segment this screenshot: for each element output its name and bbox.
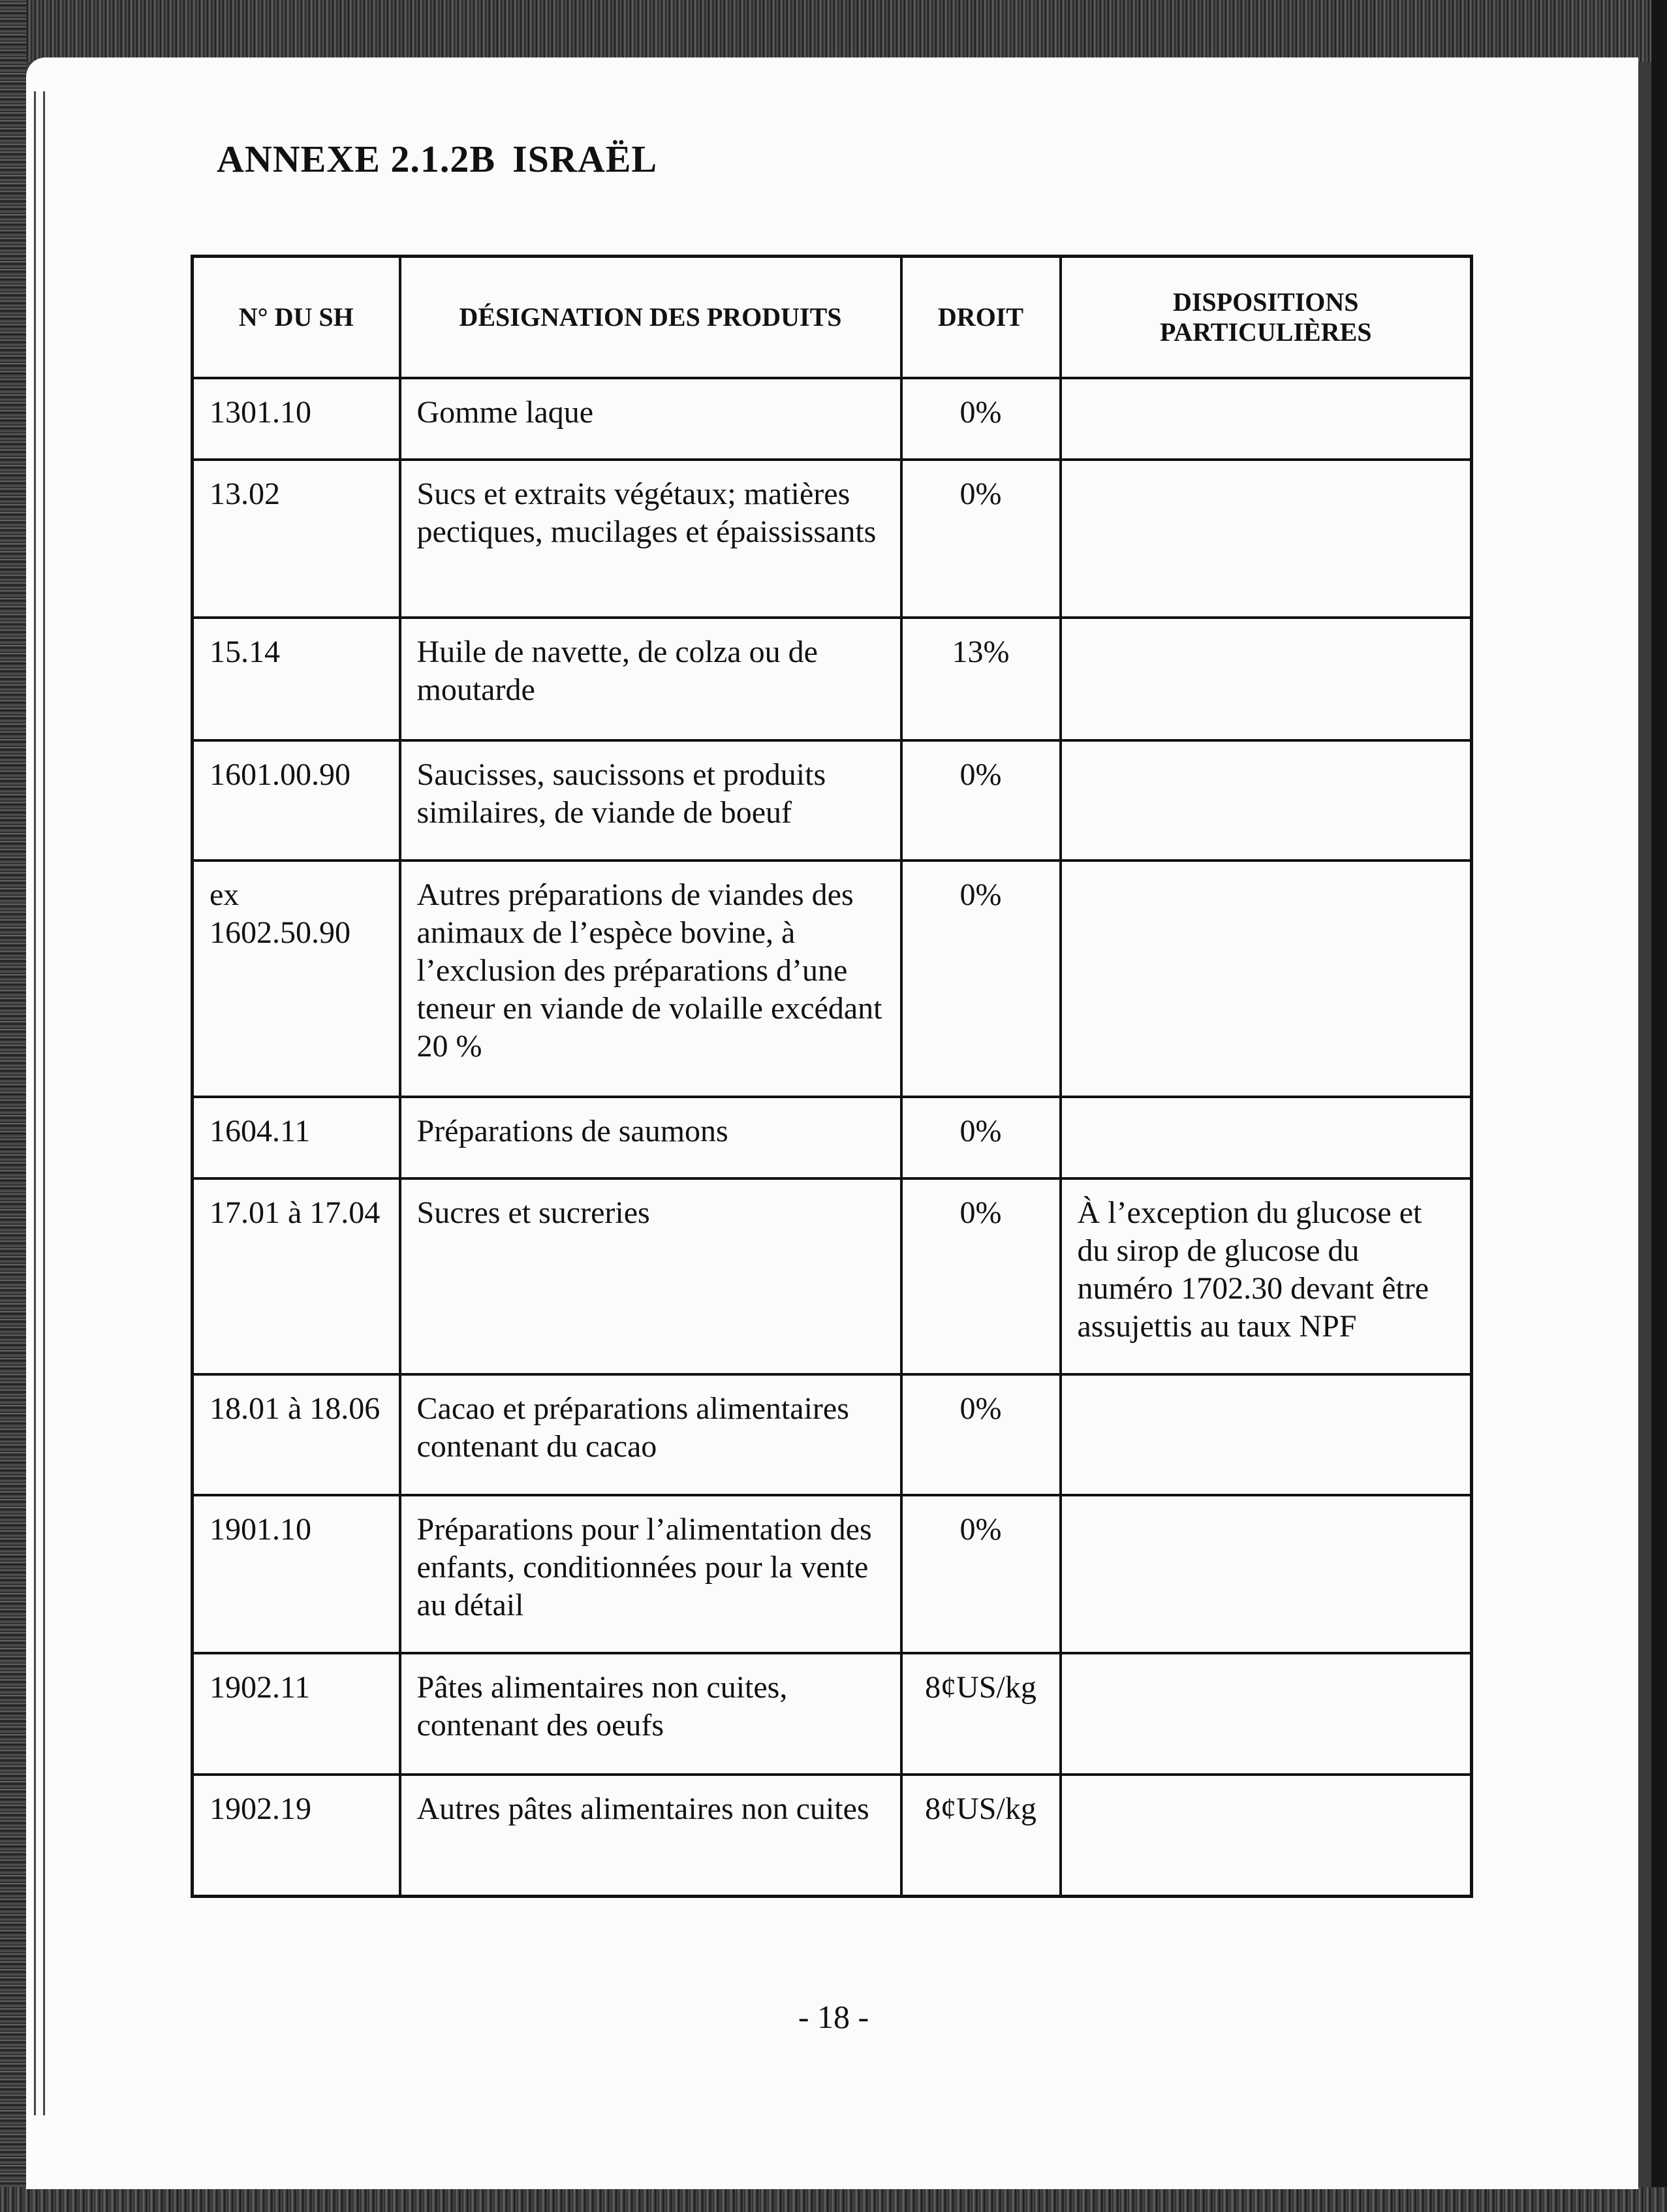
- cell-droit: 0%: [901, 378, 1061, 460]
- cell-designation: Autres pâtes alimentaires non cuites: [400, 1775, 901, 1896]
- cell-droit: 13%: [901, 618, 1061, 740]
- scan-border-top: [0, 0, 1667, 62]
- table-row: [193, 1178, 1472, 1374]
- header-code: N° DU SH: [193, 257, 400, 379]
- cell-dispositions: [1061, 1653, 1472, 1775]
- page-edge-line: [34, 91, 36, 2115]
- table-row: [193, 1775, 1472, 1896]
- cell-dispositions: [1061, 740, 1472, 861]
- table-row: [193, 861, 1472, 1097]
- cell-dispositions: [1061, 378, 1472, 460]
- cell-code: 15.14: [193, 618, 400, 740]
- cell-code: ex 1602.50.90: [193, 861, 400, 1097]
- header-dispositions: DISPOSITIONS PARTICULIÈRES: [1061, 257, 1472, 379]
- annex-label: ANNEXE 2.1.2B: [217, 138, 496, 180]
- cell-code: 1902.19: [193, 1775, 400, 1896]
- cell-designation: Pâtes alimentaires non cuites, contenant des oeufs: [400, 1653, 901, 1775]
- cell-dispositions: À l’exception du glucose et du sirop de glucose du numéro 1702.30 devant être assujettis au taux NPF: [1061, 1178, 1472, 1374]
- cell-droit: 0%: [901, 460, 1061, 618]
- cell-droit: 0%: [901, 1495, 1061, 1653]
- cell-code: 13.02: [193, 460, 400, 618]
- cell-code: 18.01 à 18.06: [193, 1374, 400, 1495]
- cell-code: 1301.10: [193, 378, 400, 460]
- cell-designation: Autres préparations de viandes des animaux de l’espèce bovine, à l’exclusion des préparations d’une teneur en viande de volaille excédant 20 %: [400, 861, 901, 1097]
- cell-code: 1902.11: [193, 1653, 400, 1775]
- cell-code: 1604.11: [193, 1097, 400, 1178]
- cell-designation: Sucres et sucreries: [400, 1178, 901, 1374]
- table-row: [193, 618, 1472, 740]
- cell-droit: 0%: [901, 1374, 1061, 1495]
- cell-droit: 0%: [901, 740, 1061, 861]
- table-row: [193, 460, 1472, 618]
- cell-droit: 8¢US/kg: [901, 1653, 1061, 1775]
- cell-dispositions: [1061, 861, 1472, 1097]
- table-row: [193, 740, 1472, 861]
- scan-border-left: [0, 0, 26, 2212]
- table-row: [193, 1097, 1472, 1178]
- cell-dispositions: [1061, 1495, 1472, 1653]
- scan-border-bottom: [0, 2187, 1667, 2212]
- cell-droit: 0%: [901, 1178, 1061, 1374]
- cell-designation: Cacao et préparations alimentaires contenant du cacao: [400, 1374, 901, 1495]
- page-edge-line: [43, 91, 45, 2115]
- cell-droit: 0%: [901, 861, 1061, 1097]
- cell-code: 1601.00.90: [193, 740, 400, 861]
- header-droit: DROIT: [901, 257, 1061, 379]
- table-row: [193, 1374, 1472, 1495]
- table-row: [193, 1495, 1472, 1653]
- cell-designation: Saucisses, saucissons et produits similaires, de viande de boeuf: [400, 740, 901, 861]
- cell-dispositions: [1061, 1374, 1472, 1495]
- table-header-row: [193, 257, 1472, 379]
- cell-dispositions: [1061, 460, 1472, 618]
- cell-designation: Huile de navette, de colza ou de moutarde: [400, 618, 901, 740]
- table-row: [193, 1653, 1472, 1775]
- cell-code: 17.01 à 17.04: [193, 1178, 400, 1374]
- table-row: [193, 378, 1472, 460]
- cell-designation: Sucs et extraits végétaux; matières pectiques, mucilages et épaississants: [400, 460, 901, 618]
- cell-designation: Gomme laque: [400, 378, 901, 460]
- scan-border-right: [1651, 0, 1667, 2212]
- page-number: - 18 -: [798, 1999, 869, 2035]
- cell-dispositions: [1061, 618, 1472, 740]
- tariff-table: [191, 255, 1473, 1898]
- cell-droit: 0%: [901, 1097, 1061, 1178]
- cell-dispositions: [1061, 1097, 1472, 1178]
- cell-droit: 8¢US/kg: [901, 1775, 1061, 1896]
- page-title: [217, 137, 657, 181]
- country-name: ISRAËL: [512, 138, 658, 180]
- cell-dispositions: [1061, 1775, 1472, 1896]
- header-designation: DÉSIGNATION DES PRODUITS: [400, 257, 901, 379]
- cell-designation: Préparations pour l’alimentation des enfants, conditionnées pour la vente au détail: [400, 1495, 901, 1653]
- cell-code: 1901.10: [193, 1495, 400, 1653]
- cell-designation: Préparations de saumons: [400, 1097, 901, 1178]
